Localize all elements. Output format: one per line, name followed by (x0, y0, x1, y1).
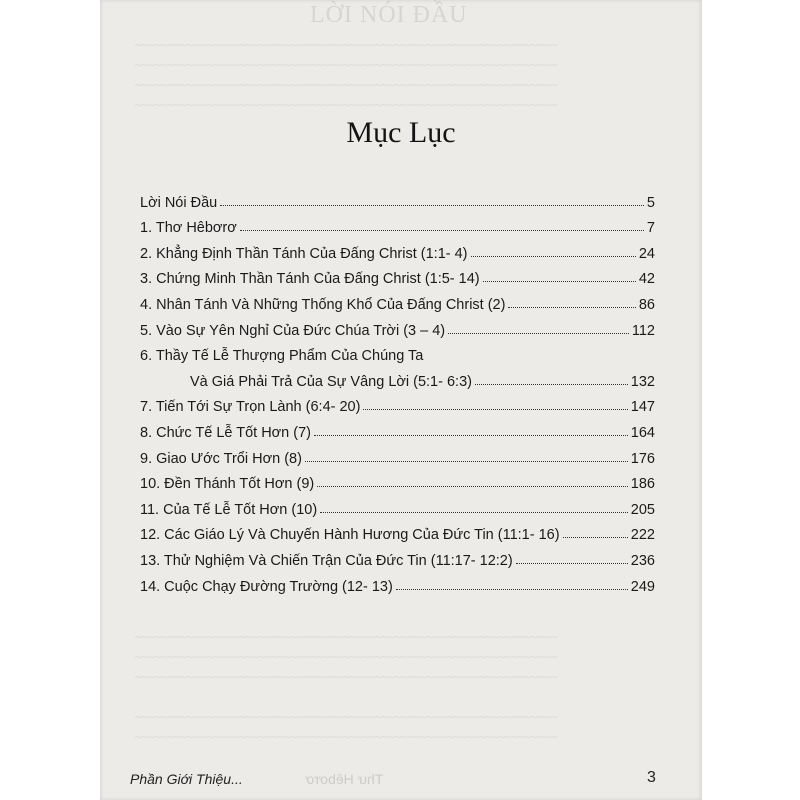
toc-entry-title: 11. Của Tế Lễ Tốt Hơn (10) (140, 501, 318, 518)
footer-section-title: Phần Giới Thiệu... (130, 771, 243, 787)
toc-entry-page: 205 (630, 501, 655, 518)
toc-entry[interactable] (140, 262, 655, 288)
toc-entry-page: 112 (631, 322, 655, 339)
toc-entry-title: 13. Thử Nghiệm Và Chiến Trận Của Đức Tin (11:17- 12:2) (140, 552, 513, 569)
toc-entry-page: 164 (630, 424, 655, 441)
toc-entry[interactable] (140, 518, 655, 544)
toc-entry[interactable] (140, 287, 655, 313)
toc-entry-page: 132 (630, 373, 655, 390)
book-page (100, 0, 702, 800)
toc-leader-dots (396, 589, 628, 590)
toc-entry-title: 14. Cuộc Chạy Đường Trường (12- 13) (140, 578, 393, 595)
bleed-through-text: ~~~~~~~~~~~~~~~~~~~~~~~~~~~~~~~~~~~~~~~~~~~~~~~~~~~~~~~~~~~~~~~~~ (135, 730, 557, 744)
toc-entry[interactable] (140, 415, 655, 441)
toc-entry[interactable] (140, 313, 655, 339)
toc-heading: Mục Lục (346, 116, 456, 149)
toc-entry-title: Lời Nói Đầu (140, 194, 218, 211)
toc-leader-dots (483, 281, 636, 282)
bleed-through-text: ~~~~~~~~~~~~~~~~~~~~~~~~~~~~~~~~~~~~~~~~~~~~~~~~~~~~~~~~~~~~~~~~~ (135, 38, 557, 52)
toc-entry-page: 7 (646, 220, 655, 237)
toc-entry-page: 186 (630, 476, 655, 493)
toc-entry-page: 24 (638, 245, 655, 262)
toc-entry[interactable] (140, 339, 655, 365)
toc-entry-title: 3. Chứng Minh Thần Tánh Của Đấng Christ (1:5- 14) (140, 271, 480, 288)
toc-leader-dots (317, 486, 628, 487)
bleed-through-text: ~~~~~~~~~~~~~~~~~~~~~~~~~~~~~~~~~~~~~~~~~~~~~~~~~~~~~~~~~~~~~~~~~ (135, 710, 557, 724)
bleed-through-text: ~~~~~~~~~~~~~~~~~~~~~~~~~~~~~~~~~~~~~~~~~~~~~~~~~~~~~~~~~~~~~~~~~ (135, 670, 557, 684)
toc-entry[interactable] (140, 467, 655, 493)
toc-entry-title: 4. Nhân Tánh Và Những Thống Khổ Của Đấng Christ (2) (140, 296, 506, 313)
toc-leader-dots (363, 409, 627, 410)
toc-entry[interactable] (140, 211, 655, 237)
toc-leader-dots (320, 512, 628, 513)
toc-entry-page: 86 (638, 296, 655, 313)
toc-entry[interactable] (140, 185, 655, 211)
toc-entry-page: 5 (646, 194, 655, 211)
toc-entry-title: 2. Khẳng Định Thần Tánh Của Đấng Christ (1:1- 4) (140, 245, 468, 262)
toc-entry-title: 10. Đền Thánh Tốt Hơn (9) (140, 476, 315, 493)
bleed-through-text: ~~~~~~~~~~~~~~~~~~~~~~~~~~~~~~~~~~~~~~~~~~~~~~~~~~~~~~~~~~~~~~~~~ (135, 78, 557, 92)
toc-entry-page: 222 (630, 527, 655, 544)
toc-entry[interactable] (140, 441, 655, 467)
bleed-through-title: LỜI NÓI ĐẦU (310, 2, 468, 28)
toc-entry-page: 147 (630, 399, 655, 416)
toc-entry[interactable] (140, 390, 655, 416)
bleed-through-text: ~~~~~~~~~~~~~~~~~~~~~~~~~~~~~~~~~~~~~~~~~~~~~~~~~~~~~~~~~~~~~~~~~ (135, 630, 557, 644)
toc-leader-dots (314, 435, 628, 436)
toc-entry-title: 7. Tiến Tới Sự Trọn Lành (6:4- 20) (140, 399, 361, 416)
toc-entry-continuation[interactable] (140, 364, 655, 390)
toc-entry[interactable] (140, 236, 655, 262)
toc-leader-dots (240, 230, 644, 231)
toc-entry[interactable] (140, 569, 655, 595)
bleed-through-text: ~~~~~~~~~~~~~~~~~~~~~~~~~~~~~~~~~~~~~~~~~~~~~~~~~~~~~~~~~~~~~~~~~ (135, 650, 557, 664)
toc-entry-page: 42 (638, 271, 655, 288)
toc-leader-dots (471, 256, 636, 257)
toc-entry-title: 9. Giao Ước Trổi Hơn (8) (140, 450, 302, 467)
toc-leader-dots (508, 307, 635, 308)
bleed-through-footer: Thư Hêbơrơ (305, 771, 384, 787)
toc-entry[interactable] (140, 543, 655, 569)
footer-page-number: 3 (647, 769, 656, 786)
toc-leader-dots (448, 333, 629, 334)
toc-leader-dots (563, 537, 628, 538)
table-of-contents (140, 185, 655, 595)
toc-entry-title: 5. Vào Sự Yên Nghỉ Của Đức Chúa Trời (3 – 4) (140, 322, 446, 339)
toc-entry-title: 8. Chức Tế Lễ Tốt Hơn (7) (140, 424, 311, 441)
toc-leader-dots (475, 384, 628, 385)
toc-entry-title: 6. Thầy Tế Lễ Thượng Phẩm Của Chúng Ta (140, 348, 424, 365)
toc-entry-title: 1. Thơ Hêbơrơ (140, 220, 237, 237)
toc-leader-dots (516, 563, 628, 564)
bleed-through-text: ~~~~~~~~~~~~~~~~~~~~~~~~~~~~~~~~~~~~~~~~~~~~~~~~~~~~~~~~~~~~~~~~~ (135, 98, 557, 112)
toc-entry-page: 176 (630, 450, 655, 467)
toc-entry-title: 12. Các Giáo Lý Và Chuyến Hành Hương Của Đức Tin (11:1- 16) (140, 527, 560, 544)
toc-entry[interactable] (140, 492, 655, 518)
bleed-through-text: ~~~~~~~~~~~~~~~~~~~~~~~~~~~~~~~~~~~~~~~~~~~~~~~~~~~~~~~~~~~~~~~~~ (135, 58, 557, 72)
toc-entry-title: Và Giá Phải Trả Của Sự Vâng Lời (5:1- 6:3) (190, 373, 472, 390)
toc-entry-page: 249 (630, 578, 655, 595)
toc-leader-dots (220, 205, 644, 206)
toc-entry-page: 236 (630, 552, 655, 569)
toc-leader-dots (305, 461, 628, 462)
